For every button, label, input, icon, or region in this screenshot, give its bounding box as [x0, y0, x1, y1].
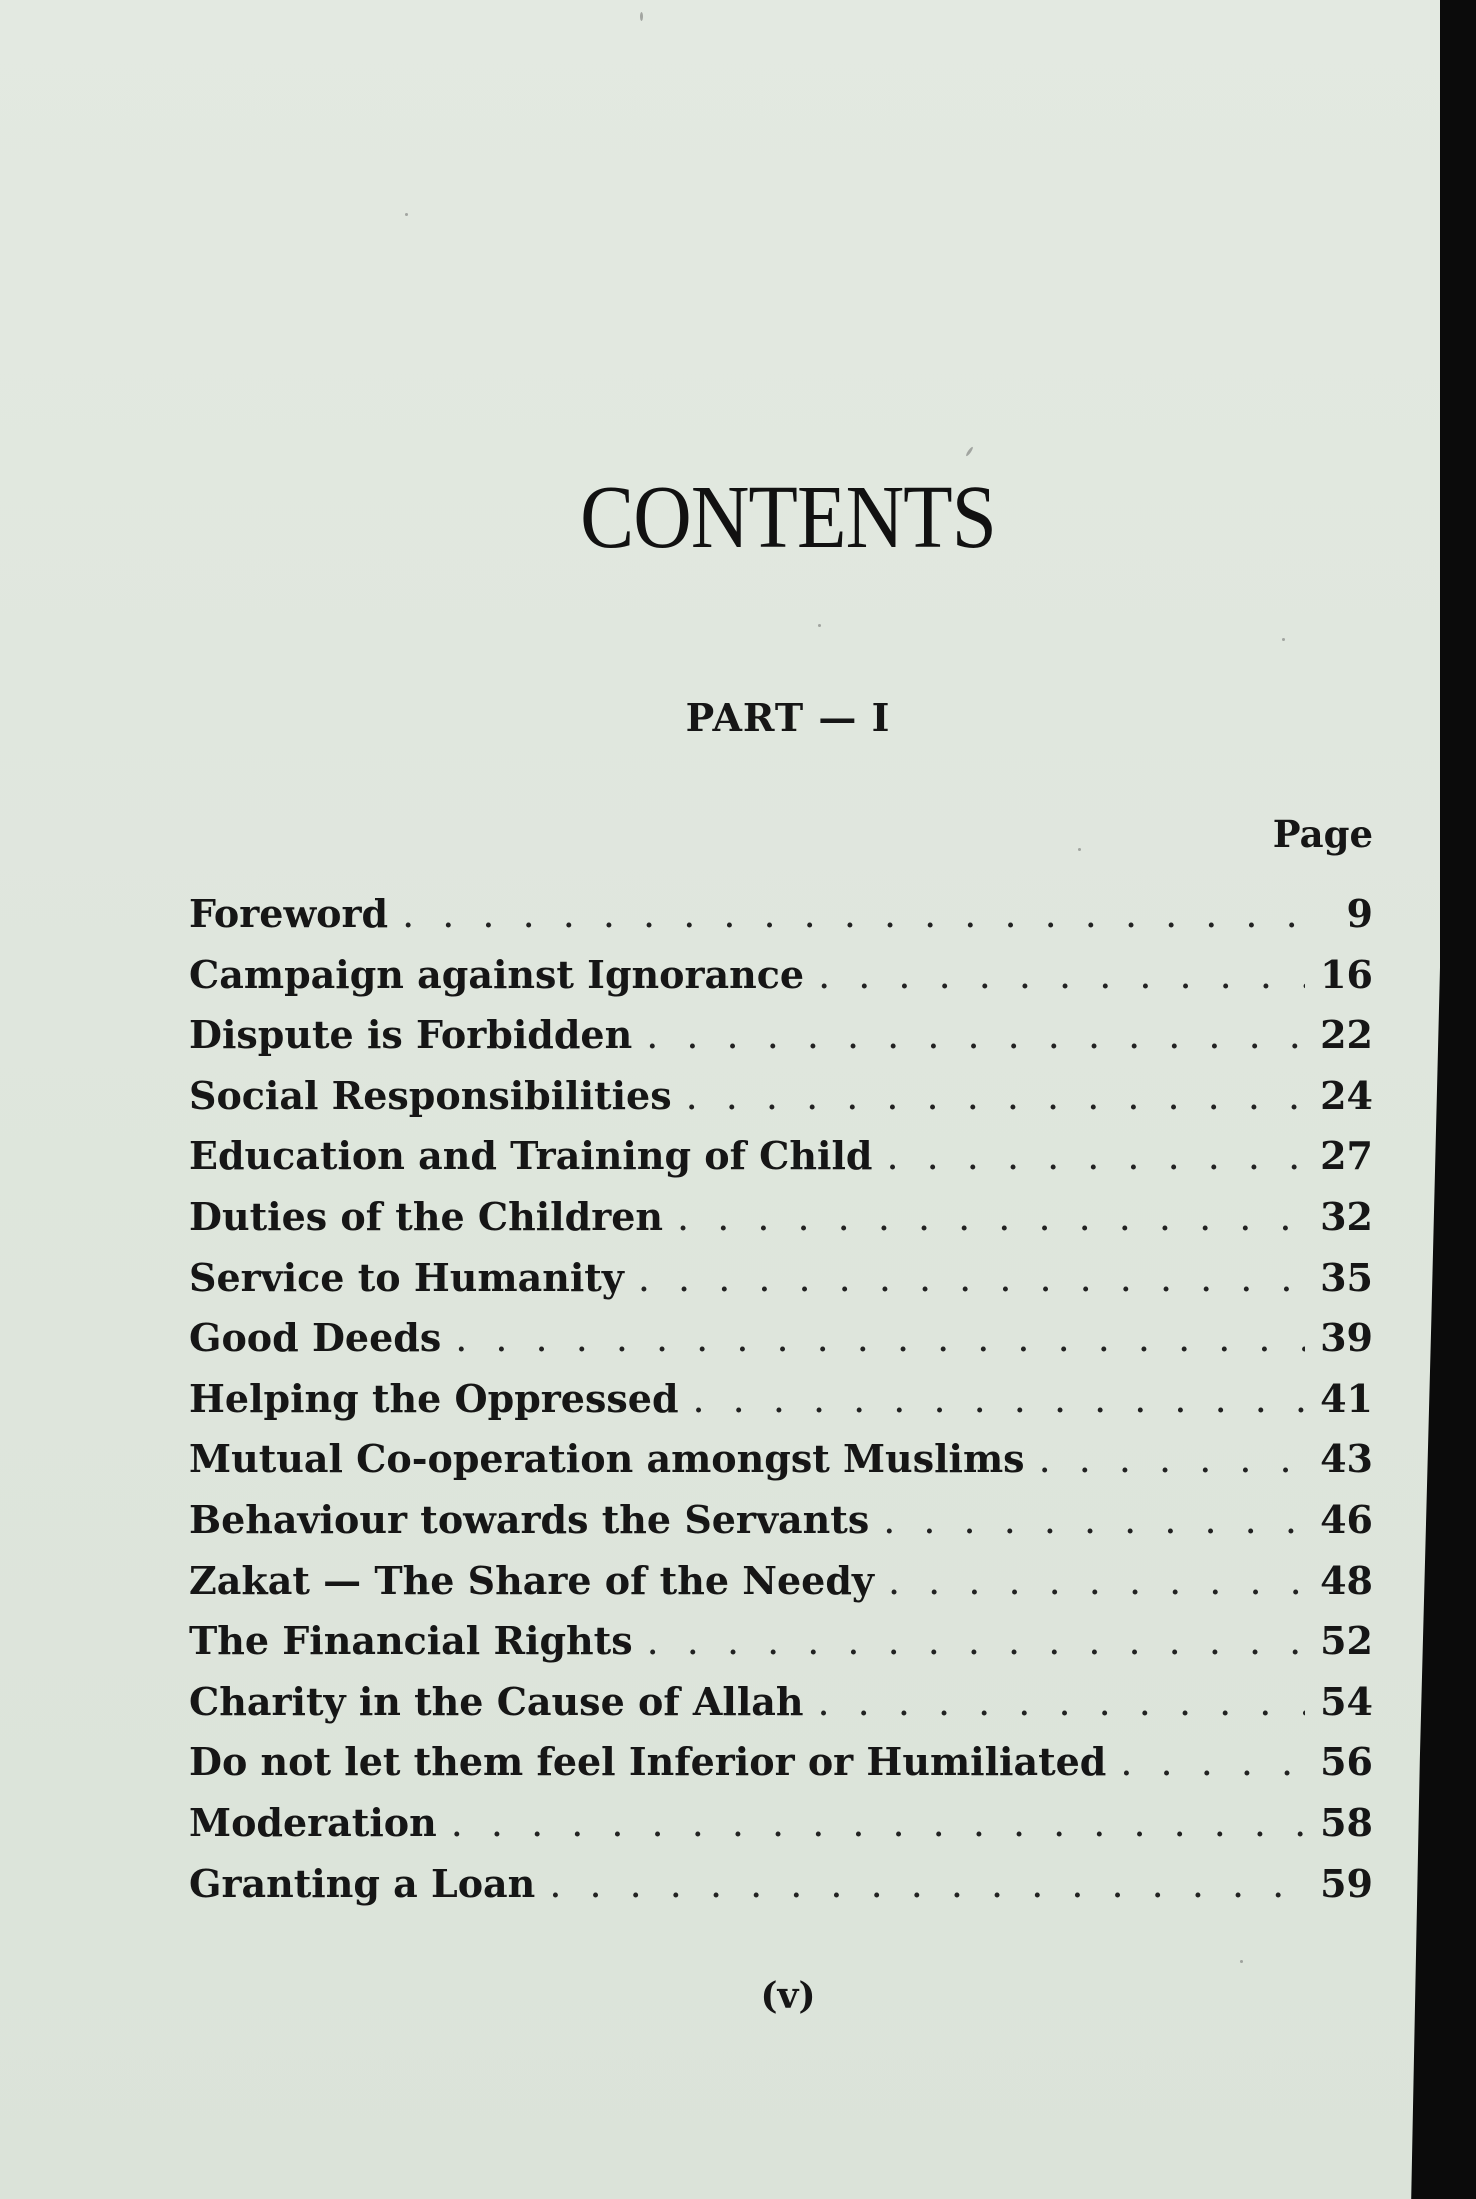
paper-speck — [405, 213, 408, 216]
page-title: CONTENTS — [580, 468, 996, 567]
paper-speck — [965, 446, 974, 457]
toc-entry-page-number: 41 — [1320, 1375, 1373, 1421]
toc-entry-title: Service to Humanity — [189, 1254, 624, 1300]
toc-dot-leader — [549, 1854, 1305, 1914]
toc-entry-title: Helping the Oppressed — [189, 1375, 679, 1421]
toc-dot-leader — [1120, 1732, 1305, 1792]
part-heading: PART — I — [685, 695, 891, 740]
paper-speck — [640, 12, 643, 21]
toc-entry-title: Campaign against Ignorance — [189, 951, 805, 997]
toc-entry — [189, 1126, 1373, 1187]
toc-dot-leader — [818, 945, 1305, 1005]
toc-dot-leader — [888, 1551, 1305, 1611]
toc-entry — [189, 1793, 1373, 1854]
page-column-label: Page — [1272, 812, 1373, 856]
toc-entry — [189, 884, 1373, 945]
toc-entry-page-number: 16 — [1320, 951, 1373, 997]
toc-dot-leader — [638, 1248, 1305, 1308]
toc-entry-page-number: 46 — [1320, 1496, 1373, 1542]
toc-entry-page-number: 27 — [1320, 1133, 1373, 1179]
toc-entry-page-number: 59 — [1320, 1860, 1373, 1906]
toc-entry — [189, 1551, 1373, 1612]
toc-dot-leader — [455, 1308, 1305, 1368]
toc-dot-leader — [646, 1005, 1305, 1065]
toc-entry-title: Charity in the Cause of Allah — [189, 1678, 804, 1724]
toc-entry-page-number: 35 — [1320, 1254, 1373, 1300]
toc-entry — [189, 1066, 1373, 1127]
toc-entry-page-number: 48 — [1320, 1557, 1373, 1603]
toc-entry-title: Mutual Co-operation amongst Muslims — [189, 1436, 1025, 1482]
paper-speck — [1282, 638, 1285, 641]
toc-entry-title: Granting a Loan — [189, 1860, 536, 1906]
toc-entry-page-number: 52 — [1320, 1618, 1373, 1664]
toc-entry-page-number: 32 — [1320, 1193, 1373, 1239]
toc-dot-leader — [818, 1672, 1305, 1732]
toc-entry-title: Foreword — [189, 891, 389, 936]
toc-entry-title: Duties of the Children — [189, 1193, 664, 1239]
toc-entry — [189, 1611, 1373, 1672]
toc-entry — [189, 1429, 1373, 1490]
table-of-contents — [189, 884, 1373, 1914]
toc-entry — [189, 1187, 1373, 1248]
toc-dot-leader — [1039, 1429, 1305, 1489]
page-folio: (v) — [760, 1975, 816, 2017]
toc-entry-page-number: 24 — [1320, 1072, 1373, 1118]
toc-entry-page-number: 9 — [1346, 891, 1373, 936]
toc-entry-title: Social Responsibilities — [189, 1072, 672, 1118]
toc-entry — [189, 1248, 1373, 1309]
toc-entry-title: Behaviour towards the Servants — [189, 1496, 870, 1542]
toc-dot-leader — [886, 1126, 1305, 1186]
paper-speck — [1078, 848, 1081, 851]
toc-dot-leader — [883, 1490, 1305, 1550]
toc-entry-page-number: 22 — [1320, 1012, 1373, 1058]
toc-entry — [189, 1490, 1373, 1551]
toc-entry — [189, 1854, 1373, 1915]
toc-entry — [189, 1308, 1373, 1369]
paper-speck — [818, 624, 821, 627]
toc-entry-title: The Financial Rights — [189, 1618, 633, 1664]
toc-dot-leader — [686, 1066, 1305, 1126]
toc-entry — [189, 1369, 1373, 1430]
toc-entry — [189, 1005, 1373, 1066]
toc-dot-leader — [693, 1369, 1305, 1429]
toc-entry-title: Dispute is Forbidden — [189, 1012, 633, 1058]
toc-entry-page-number: 56 — [1320, 1739, 1373, 1785]
toc-entry — [189, 1732, 1373, 1793]
toc-entry-title: Do not let them feel Inferior or Humiliated — [189, 1739, 1107, 1785]
toc-entry-title: Good Deeds — [189, 1315, 442, 1361]
toc-entry-page-number: 43 — [1320, 1436, 1373, 1482]
toc-entry-title: Education and Training of Child — [189, 1133, 873, 1179]
toc-entry-page-number: 58 — [1320, 1799, 1373, 1845]
toc-entry-page-number: 39 — [1320, 1315, 1373, 1361]
toc-dot-leader — [451, 1793, 1305, 1853]
toc-entry — [189, 945, 1373, 1006]
toc-dot-leader — [402, 884, 1305, 944]
toc-entry-title: Zakat — The Share of the Needy — [189, 1557, 875, 1603]
toc-entry — [189, 1672, 1373, 1733]
toc-dot-leader — [647, 1611, 1305, 1671]
toc-entry-title: Moderation — [189, 1799, 437, 1845]
toc-dot-leader — [677, 1187, 1305, 1247]
toc-entry-page-number: 54 — [1320, 1678, 1373, 1724]
paper-speck — [1240, 1960, 1243, 1963]
